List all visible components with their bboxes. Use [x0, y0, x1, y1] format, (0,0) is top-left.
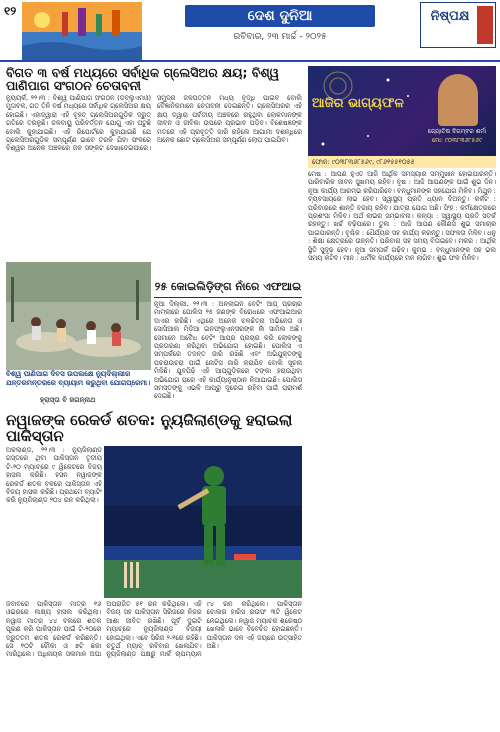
cricket-body: ଜବାବରେ ପାକିସ୍ତାନ ମାତ୍ର ୧୬ ଓଭରରେ ଲକ୍ଷ୍ୟ ହାସଲ କରିଥିଲା। ନୱାଜ ମାତ୍ର ୪୪ ବଲରେ ଶତକ ପୂରଣ କରି ପାକିସ୍ତାନ ପାଇଁ ଟି-୨୦ରେ ଦ୍ରୁତତମ ଶତକ ରେକର୍ଡ କରିଛନ୍ତି। ସେ ୧୦ଟି ଚୌକା ଓ ୭ଟି ଛକା ମାରିଥିଲେ। ଅଧିନାୟକ ସଲମାନ ଅଘା ଅପରାଜିତ ୫୧ ରନ କରିଥିଲେ। ଏହି ବିଜୟ ସହ ପାକିସ୍ତାନ ସିରିଜରେ ନିଜର ଆଶା ଜୀବିତ ରଖିଛି। ପୂର୍ବ ଦୁଇଟି ମ୍ୟାଚ୍‌ରେ ନ୍ୟୁଜିଲାଣ୍ଡ ବିଜୟୀ ହୋଇଥିଲା। ଏବେ ସିରିଜ ୨-୧ରେ ରହିଛି। ଚତୁର୍ଥ ମ୍ୟାଚ୍ ରବିବାର ଖେଳାଯିବ। ନ୍ୟୁଜିଲାଣ୍ଡ ପକ୍ଷରୁ ମାର୍କ ଚାପମ୍ୟାନ ୯୪ ରନ କରିଥିଲେ। ପାକିସ୍ତାନ ବୋଲର ହାରିସ ରଉଫ ୩ଟି ୱିକେଟ ନେଇଥିଲେ। ନୱାଜ ମ୍ୟାଚର ଶ୍ରେଷ୍ଠ ଖେଳାଳି ଭାବେ ବିବେଚିତ ହୋଇଛନ୍ତି। ପାକିସ୍ତାନ ଦଳ ଏହି ଜୟରେ ଉତ୍ସାହିତ ଅଛି।	[6, 600, 302, 659]
horoscope-body: ମେଷ : ଆପଣ ହୁଏତ ଆଜି ଆର୍ଥିକ ସମସ୍ୟାର ସମ୍ମୁଖୀନ ହୋଇପାରନ୍ତି। ପାରିବାରିକ ଜୀବନ ସୁଖମୟ ରହିବ। ବୃଷ : ଆଜି ଆପଣଙ୍କ ପାଇଁ ଶୁଭ ଦିନ। ନୂଆ କାର୍ଯ୍ୟ ଆରମ୍ଭ କରିପାରିବେ। ବନ୍ଧୁମାନଙ୍କ ସହଯୋଗ ମିଳିବ। ମିଥୁନ : ବ୍ୟବସାୟରେ ଲାଭ ହେବ। ସ୍ୱାସ୍ଥ୍ୟ ପ୍ରତି ଧ୍ୟାନ ଦିଅନ୍ତୁ। କର୍କଟ : ପରିବାରରେ ଶାନ୍ତି ବଜାୟ ରହିବ। ଯାତ୍ରା ଯୋଗ ଅଛି। ସିଂହ : କର୍ମକ୍ଷେତ୍ରରେ ପ୍ରଶଂସା ମିଳିବ। ଅର୍ଥ ଲାଭର ସମ୍ଭାବନା। କନ୍ୟା : ସ୍ୱାସ୍ଥ୍ୟ ପ୍ରତି ସତର୍କ ରହନ୍ତୁ। ଖର୍ଚ୍ଚ ବଢ଼ିପାରେ। ତୁଳା : ଆଜି ଆପଣ କୌଣସି ଶୁଭ ସମାଚାର ପାଇପାରନ୍ତି। ବୃଶ୍ଚିକ : ଧୈର୍ଯ୍ୟର ସହ କାର୍ଯ୍ୟ କରନ୍ତୁ। ସଫଳତା ମିଳିବ। ଧନୁ : ଶିକ୍ଷା କ୍ଷେତ୍ରରେ ଉନ୍ନତି। ପରିବାର ସହ ସମୟ ବିତାଇବେ। ମକର : ଆର୍ଥିକ ସ୍ଥିତି ସୁଦୃଢ଼ ହେବ। ନୂଆ ସମ୍ପର୍କ ଗଢ଼ିବ। କୁମ୍ଭ : ବନ୍ଧୁମାନଙ୍କ ସହ ଭଲ ସମୟ କଟିବ। ମୀନ : ଧାର୍ମିକ କାର୍ଯ୍ୟରେ ମନ ଲାଗିବ। ଶୁଭ ଫଳ ମିଳିବ।	[308, 170, 496, 263]
photo-credit: ହ୍ରାସ୍ତା ବି ଜଗନ୍ନାଥ	[40, 396, 96, 404]
story2-headline: ୨୫ କୋଇଲିଡ଼ିଙ୍ଗ ନାଁରେ ଏଫଆଇ	[154, 280, 302, 298]
cricket-photo	[104, 446, 302, 598]
logo-badge-icon	[477, 6, 493, 44]
logo-text: ନିଷ୍ପକ୍ଷ	[430, 9, 470, 24]
story1-body: ନ୍ୟୁୟର୍କ, ୨୨।୩ : ବିଶ୍ୱ ପାଣିପାଗ ସଂଗଠନ (ଡବ୍ଲୁଏମଓ) ମୁତାବକ, ଗତ ତିନି ବର୍ଷ ମଧ୍ୟରେ ସର୍ବାଧିକ ଗ୍ଲେସିଅର କ୍ଷୟ ହୋଇଛି। ଏହାଦ୍ୱାରା ଏହି ବୃହତ୍ ଗ୍ଲେସିଅରଗୁଡ଼ିକ ଦ୍ରୁତ ଗତିରେ ତରଳୁଛି। ଜଳବାୟୁ ପରିବର୍ତ୍ତନ ଯୋଗୁ ଏହା ଘଟୁଛି ବୋଲି କୁହାଯାଇଛି। ଏହି ରିପୋର୍ଟରେ କୁହାଯାଇଛି ଯେ ଗ୍ଲେସିଅରଗୁଡ଼ିକ ସମ୍ପୂର୍ଣ୍ଣ ଭାବେ ତରଳି ଯିବା ଫଳରେ ବିଶ୍ୱର ଅନେକ ଅଞ୍ଚଳରେ ଜଳ ସଙ୍କଟ ଦେଖାଦେଇପାରେ। ସମୁଦ୍ର ଜଳପତ୍ତନ ମଧ୍ୟ ବୃଦ୍ଧି ପାଇବ ବୋଲି ବୈଜ୍ଞାନିକମାନେ ଚେତାବନୀ ଦେଇଛନ୍ତି। ଗ୍ଲେସିଅରର ଏହି କ୍ଷୟ ଦ୍ୱାରା ପର୍ବତୀୟ ଅଞ୍ଚଳରେ ରହୁଥିବା ଲୋକମାନଙ୍କ ଜୀବନ ଓ ଜୀବିକା ଉପରେ ପ୍ରଭାବ ପଡ଼ିବ। ବିଶେଷଜ୍ଞଙ୍କ ମତରେ ଏହି ପ୍ରବୃତ୍ତି ଜାରି ରହିଲେ ଆଗାମୀ ଦଶନ୍ଧିରେ ଅନେକ ଛୋଟ ଗ୍ଲେସିଅର ସମ୍ପୂର୍ଣ୍ଣ ଲୋପ ପାଇଯିବ।	[6, 94, 302, 153]
cricket-headline: ନୱାଜଙ୍କ ରେକର୍ଡ ଶତକ: ନ୍ୟୁଜିଲାଣ୍ଡକୁ ହରାଇଲା ପାକିସ୍ତାନ	[6, 411, 293, 445]
yoga-photo	[6, 262, 151, 370]
festival-banner-image	[22, 2, 142, 60]
horoscope-panel	[308, 66, 496, 156]
story2-body: ନୂଆ ଦିଲ୍ଲୀ, ୨୨।୩ : ଅନଲାଇନ ବେଟିଂ ଆପ୍ ପ୍ରଚାର ମାମଲାରେ ପୋଲିସ ୨୫ ଜଣଙ୍କ ବିରୋଧରେ ଏଫଆଇଆର ଦାଏର କରିଛି। ଏଥିରେ ଅନେକ ଚଳଚ୍ଚିତ୍ର ଅଭିନେତା ଓ ସୋସିଆଲ ମିଡ଼ିଆ ଇନଫ୍ଲୁଏନ୍ସରଙ୍କ ନାଁ ସାମିଲ ଅଛି। ସେମାନେ ଅବୈଧ ବେଟିଂ ଆପ୍‌ର ପ୍ରଚାର କରି ଲୋକଙ୍କୁ ପ୍ରତାରଣା କରିଥିବା ଅଭିଯୋଗ ହୋଇଛି। ପୋଲିସ ଏ ସମ୍ପର୍କରେ ତଦନ୍ତ ଜାରି ରଖିଛି ଏବଂ ଅଭିଯୁକ୍ତଙ୍କୁ ପଚରାଉଚରା ପାଇଁ ନୋଟିସ ଜାରି କରାଯିବ ବୋଲି ସୂଚନା ମିଳିଛି। ଯୁବପିଢ଼ି ଏହି ଆପ୍‌ଗୁଡ଼ିକରେ ଟଙ୍କା ହରାଉଥିବା ଅଭିଯୋଗ ପରେ ଏହି କାର୍ଯ୍ୟାନୁଷ୍ଠାନ ନିଆଯାଇଛି। ପୋଲିସ ସମସ୍ତଙ୍କୁ ଏଭଳି ଆପ୍‌ରୁ ଦୂରେଇ ରହିବା ପାଇଁ ପରାମର୍ଶ ଦେଇଛି।	[154, 300, 302, 401]
astrologer-photo	[438, 74, 478, 126]
story1-headline: ବିଗତ ୩ ବର୍ଷ ମଧ୍ୟରେ ସର୍ବାଧିକ ଗ୍ଲେସିଅର କ୍ଷୟ; ବିଶ୍ୱ ପାଣିପାଗ ସଂଗଠନ ଚେତାବନୀ	[6, 65, 280, 93]
section-title: ଦେଶ ଦୁନିଆ	[185, 5, 375, 27]
page-number: ୧୨	[4, 4, 17, 18]
masthead	[0, 0, 500, 62]
cricket-lead: ଅକଲାଣ୍ଡ, ୨୨।୩ : ନ୍ୟୁଜିଲାଣ୍ଡ ଗସ୍ତରେ ଥିବା ପାକିସ୍ତାନ ତୃତୀୟ ଟି-୨୦ ମ୍ୟାଚ୍‌ରେ ୯ ୱିକେଟରେ ବିଜୟ ହାସଲ କରିଛି। ହସନ ନୱାଜଙ୍କ ରେକର୍ଡ ଶତକ ବଳରେ ପାକିସ୍ତାନ ଏହି ବିଜୟ ହାସଲ କରିଛି। ପ୍ରଥମେ ବ୍ୟାଟିଂ କରି ନ୍ୟୁଜିଲାଣ୍ଡ ୨୦୪ ରନ କରିଥିଲା।	[6, 446, 102, 505]
astrologer-phone: ମୋ: ୯୦୩୮୩୬୮୫୬୯	[431, 137, 483, 144]
astrologer-name: ଜ୍ୟୋତିଷ ଦିଗମ୍ବର ଶର୍ମା	[427, 128, 487, 135]
horoscope-contact-strip: ଫୋନ: ୯୦୩୮୩୬୮୫୬୯, ୯୮୬୧୫୫୧୦୫୫	[308, 156, 496, 168]
horoscope-title: ଆଜିର ଭାଗ୍ୟଫଳ	[312, 96, 404, 111]
newspaper-logo	[420, 2, 496, 48]
photo1-caption: ବିଶ୍ୱ ପାଣିପାଗ ଦିବସ ଉପଲକ୍ଷେ ନ୍ୟୁଦିଲ୍ଲୀର ଯନ୍ତରମନ୍ତରରେ ବ୍ୟାୟାମ କରୁଥିବା ଯୋଗପ୍ରେମୀ।	[6, 370, 151, 387]
masthead-rule	[0, 60, 500, 62]
dateline: ରବିବାର, ୨୩ ମାର୍ଚ୍ଚ - ୨୦୨୫	[233, 32, 327, 42]
section-header	[150, 5, 410, 53]
